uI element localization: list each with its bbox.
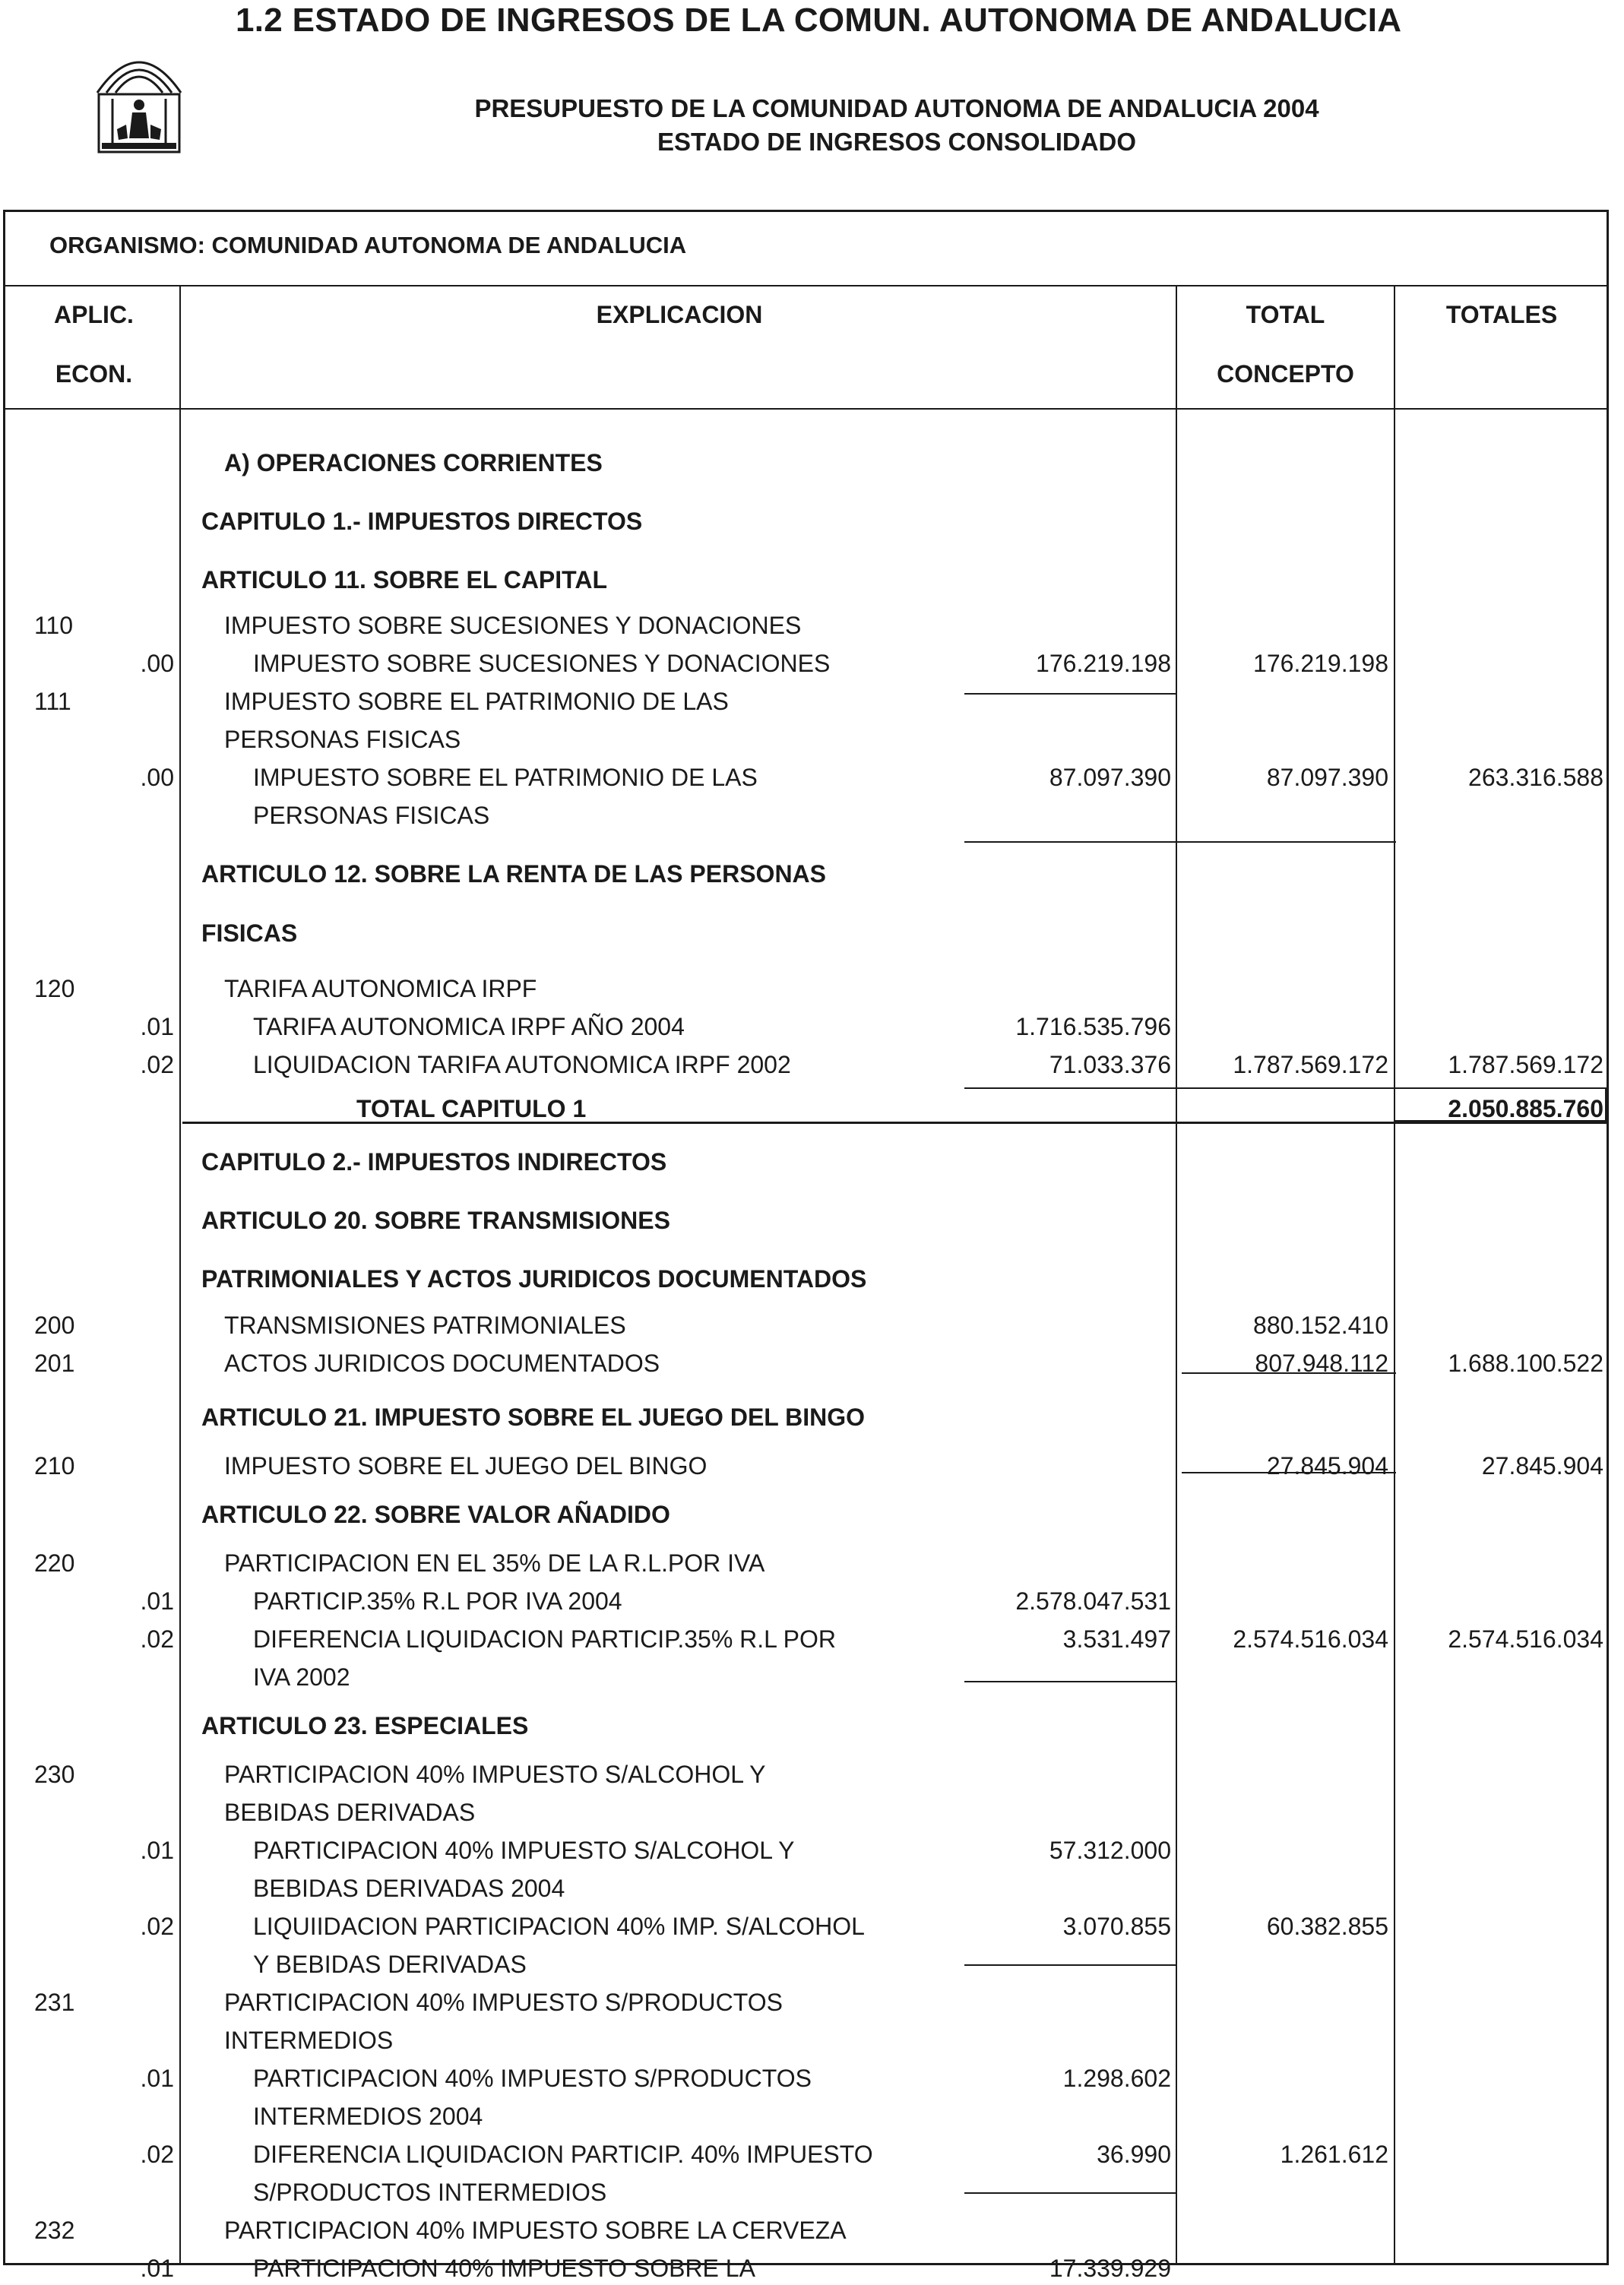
row-total-concepto: 1.261.612 bbox=[1280, 2141, 1388, 2168]
row-total-concepto: 2.574.516.034 bbox=[1233, 1625, 1388, 1653]
col-divider-total-concepto bbox=[1394, 285, 1395, 2263]
row-text: IMPUESTO SOBRE SUCESIONES Y DONACIONES bbox=[253, 650, 831, 677]
subtotal-rule bbox=[182, 1122, 964, 1124]
subtitle-line-1: PRESUPUESTO DE LA COMUNIDAD AUTONOMA DE ANDALUCIA 2004 bbox=[474, 94, 1319, 122]
row-amount: 71.033.376 bbox=[1049, 1051, 1171, 1078]
row-code: 232 bbox=[34, 2217, 75, 2244]
row-amount: 3.070.855 bbox=[1062, 1913, 1171, 1940]
row-subconcept: .01 bbox=[140, 2065, 174, 2092]
row-total-concepto: 807.948.112 bbox=[1255, 1350, 1388, 1377]
row-totales: 27.845.904 bbox=[1481, 1452, 1603, 1480]
row-amount: 87.097.390 bbox=[1049, 764, 1171, 791]
row-text: PARTICIPACION 40% IMPUESTO S/PRODUCTOS bbox=[253, 2065, 812, 2092]
col-divider-code bbox=[179, 285, 181, 2263]
row-code: 201 bbox=[34, 1350, 75, 1377]
row-text: LIQUIIDACION PARTICIPACION 40% IMP. S/ALCOHOL bbox=[253, 1913, 865, 1940]
row-text: TRANSMISIONES PATRIMONIALES bbox=[224, 1312, 626, 1339]
row-amount: 17.339.929 bbox=[1049, 2255, 1171, 2282]
row-subconcept: .01 bbox=[140, 1587, 174, 1615]
row-text: CAPITULO 2.- IMPUESTOS INDIRECTOS bbox=[201, 1148, 667, 1176]
row-code: 110 bbox=[34, 612, 74, 639]
row-text: BEBIDAS DERIVADAS 2004 bbox=[253, 1875, 565, 1902]
row-text: ARTICULO 11. SOBRE EL CAPITAL bbox=[201, 566, 607, 593]
row-subconcept: .02 bbox=[140, 1625, 174, 1653]
col-divider-explicacion bbox=[1176, 285, 1177, 2263]
row-total-concepto: 27.845.904 bbox=[1266, 1452, 1388, 1480]
organismo-label: ORGANISMO: COMUNIDAD AUTONOMA DE ANDALUCIA bbox=[49, 232, 687, 258]
header-concepto: CONCEPTO bbox=[1217, 360, 1354, 388]
subtotal-rule bbox=[964, 1087, 1396, 1089]
subtotal-rule bbox=[964, 1681, 1176, 1682]
row-text: A) OPERACIONES CORRIENTES bbox=[224, 449, 603, 476]
header-totales: TOTALES bbox=[1445, 301, 1558, 328]
row-amount: 3.531.497 bbox=[1062, 1625, 1171, 1653]
row-text: IMPUESTO SOBRE SUCESIONES Y DONACIONES bbox=[224, 612, 802, 639]
row-amount: 2.578.047.531 bbox=[1015, 1587, 1171, 1615]
row-text: ARTICULO 12. SOBRE LA RENTA DE LAS PERSONAS bbox=[201, 860, 826, 888]
row-text: ACTOS JURIDICOS DOCUMENTADOS bbox=[224, 1350, 660, 1377]
row-text: PARTICIP.35% R.L POR IVA 2004 bbox=[253, 1587, 622, 1615]
row-total-concepto: 87.097.390 bbox=[1266, 764, 1388, 791]
row-text: PARTICIPACION 40% IMPUESTO S/PRODUCTOS bbox=[224, 1989, 783, 2016]
row-subconcept: .02 bbox=[140, 1051, 174, 1078]
row-text: TARIFA AUTONOMICA IRPF bbox=[224, 975, 537, 1002]
row-code: 220 bbox=[34, 1549, 75, 1577]
total-capitulo-value: 2.050.885.760 bbox=[1448, 1095, 1603, 1122]
row-text: FISICAS bbox=[201, 919, 298, 947]
row-text: IMPUESTO SOBRE EL PATRIMONIO DE LAS bbox=[224, 688, 729, 715]
row-amount: 36.990 bbox=[1097, 2141, 1171, 2168]
row-code: 231 bbox=[34, 1989, 75, 2016]
subtotal-rule bbox=[964, 841, 1396, 843]
row-text: IVA 2002 bbox=[253, 1663, 350, 1691]
row-subconcept: .02 bbox=[140, 1913, 174, 1940]
row-amount: 1.716.535.796 bbox=[1015, 1013, 1171, 1040]
main-title: 1.2 ESTADO DE INGRESOS DE LA COMUN. AUTONOMA DE ANDALUCIA bbox=[236, 2, 1402, 39]
row-subconcept: .00 bbox=[140, 650, 174, 677]
row-text: LIQUIDACION TARIFA AUTONOMICA IRPF 2002 bbox=[253, 1051, 791, 1078]
row-text: INTERMEDIOS 2004 bbox=[253, 2103, 483, 2130]
row-text: PERSONAS FISICAS bbox=[224, 726, 461, 753]
row-text: DIFERENCIA LIQUIDACION PARTICIP.35% R.L POR bbox=[253, 1625, 837, 1653]
row-amount: 1.298.602 bbox=[1062, 2065, 1171, 2092]
row-text: S/PRODUCTOS INTERMEDIOS bbox=[253, 2179, 607, 2206]
row-total-concepto: 880.152.410 bbox=[1253, 1312, 1388, 1339]
header-econ: ECON. bbox=[55, 360, 133, 388]
row-text: PARTICIPACION 40% IMPUESTO SOBRE LA CERVEZA bbox=[224, 2217, 847, 2244]
row-totales: 1.688.100.522 bbox=[1448, 1350, 1603, 1377]
row-code: 200 bbox=[34, 1312, 75, 1339]
row-subconcept: .00 bbox=[140, 764, 174, 791]
row-text: PARTICIPACION 40% IMPUESTO SOBRE LA bbox=[253, 2255, 755, 2282]
subtotal-rule bbox=[964, 1964, 1176, 1966]
row-text: IMPUESTO SOBRE EL PATRIMONIO DE LAS bbox=[253, 764, 758, 791]
row-total-concepto: 1.787.569.172 bbox=[1233, 1051, 1388, 1078]
subtotal-rule bbox=[1182, 1372, 1396, 1374]
header-explicacion: EXPLICACION bbox=[596, 301, 763, 328]
header-aplic: APLIC. bbox=[54, 301, 134, 328]
total-capitulo-box bbox=[1394, 1087, 1607, 1122]
row-totales: 263.316.588 bbox=[1468, 764, 1603, 791]
subtotal-rule bbox=[964, 693, 1176, 695]
row-text: DIFERENCIA LIQUIDACION PARTICIP. 40% IMPUESTO bbox=[253, 2141, 873, 2168]
organismo-divider bbox=[5, 285, 1607, 286]
total-label: TOTAL CAPITULO 1 bbox=[356, 1095, 587, 1122]
row-amount: 57.312.000 bbox=[1049, 1837, 1171, 1864]
row-code: 120 bbox=[34, 975, 75, 1002]
subtotal-rule bbox=[964, 1122, 1607, 1124]
row-subconcept: .01 bbox=[140, 1837, 174, 1864]
row-amount: 176.219.198 bbox=[1036, 650, 1171, 677]
row-text: ARTICULO 21. IMPUESTO SOBRE EL JUEGO DEL BINGO bbox=[201, 1404, 866, 1431]
row-text: CAPITULO 1.- IMPUESTOS DIRECTOS bbox=[201, 508, 643, 535]
row-text: ARTICULO 20. SOBRE TRANSMISIONES bbox=[201, 1207, 670, 1234]
header-divider bbox=[5, 408, 1607, 410]
row-text: PERSONAS FISICAS bbox=[253, 802, 490, 829]
row-total-concepto: 176.219.198 bbox=[1253, 650, 1388, 677]
row-text: PARTICIPACION 40% IMPUESTO S/ALCOHOL Y bbox=[253, 1837, 795, 1864]
row-code: 210 bbox=[34, 1452, 75, 1480]
subtitle-line-2: ESTADO DE INGRESOS CONSOLIDADO bbox=[657, 128, 1137, 156]
row-code: 230 bbox=[34, 1761, 75, 1788]
row-text: PARTICIPACION 40% IMPUESTO S/ALCOHOL Y bbox=[224, 1761, 766, 1788]
row-text: INTERMEDIOS bbox=[224, 2027, 394, 2054]
row-text: BEBIDAS DERIVADAS bbox=[224, 1799, 476, 1826]
row-subconcept: .01 bbox=[140, 2255, 174, 2282]
row-subconcept: .01 bbox=[140, 1013, 174, 1040]
row-text: IMPUESTO SOBRE EL JUEGO DEL BINGO bbox=[224, 1452, 708, 1480]
row-text: TARIFA AUTONOMICA IRPF AÑO 2004 bbox=[253, 1013, 685, 1040]
subtotal-rule bbox=[1182, 1472, 1396, 1473]
subtotal-rule bbox=[964, 2192, 1176, 2194]
row-text: PARTICIPACION EN EL 35% DE LA R.L.POR IVA bbox=[224, 1549, 765, 1577]
income-table bbox=[3, 210, 1609, 2282]
row-text: Y BEBIDAS DERIVADAS bbox=[253, 1951, 527, 1978]
row-totales: 2.574.516.034 bbox=[1448, 1625, 1603, 1653]
row-totales: 1.787.569.172 bbox=[1448, 1051, 1603, 1078]
row-text: PATRIMONIALES Y ACTOS JURIDICOS DOCUMENTADOS bbox=[201, 1265, 867, 1293]
andalucia-coat-of-arms-logo bbox=[90, 40, 188, 158]
row-code: 111 bbox=[34, 688, 71, 715]
row-total-concepto: 60.382.855 bbox=[1266, 1913, 1388, 1940]
row-subconcept: .02 bbox=[140, 2141, 174, 2168]
header-total: TOTAL bbox=[1246, 301, 1325, 328]
row-text: ARTICULO 23. ESPECIALES bbox=[201, 1712, 529, 1739]
row-text: ARTICULO 22. SOBRE VALOR AÑADIDO bbox=[201, 1501, 670, 1528]
